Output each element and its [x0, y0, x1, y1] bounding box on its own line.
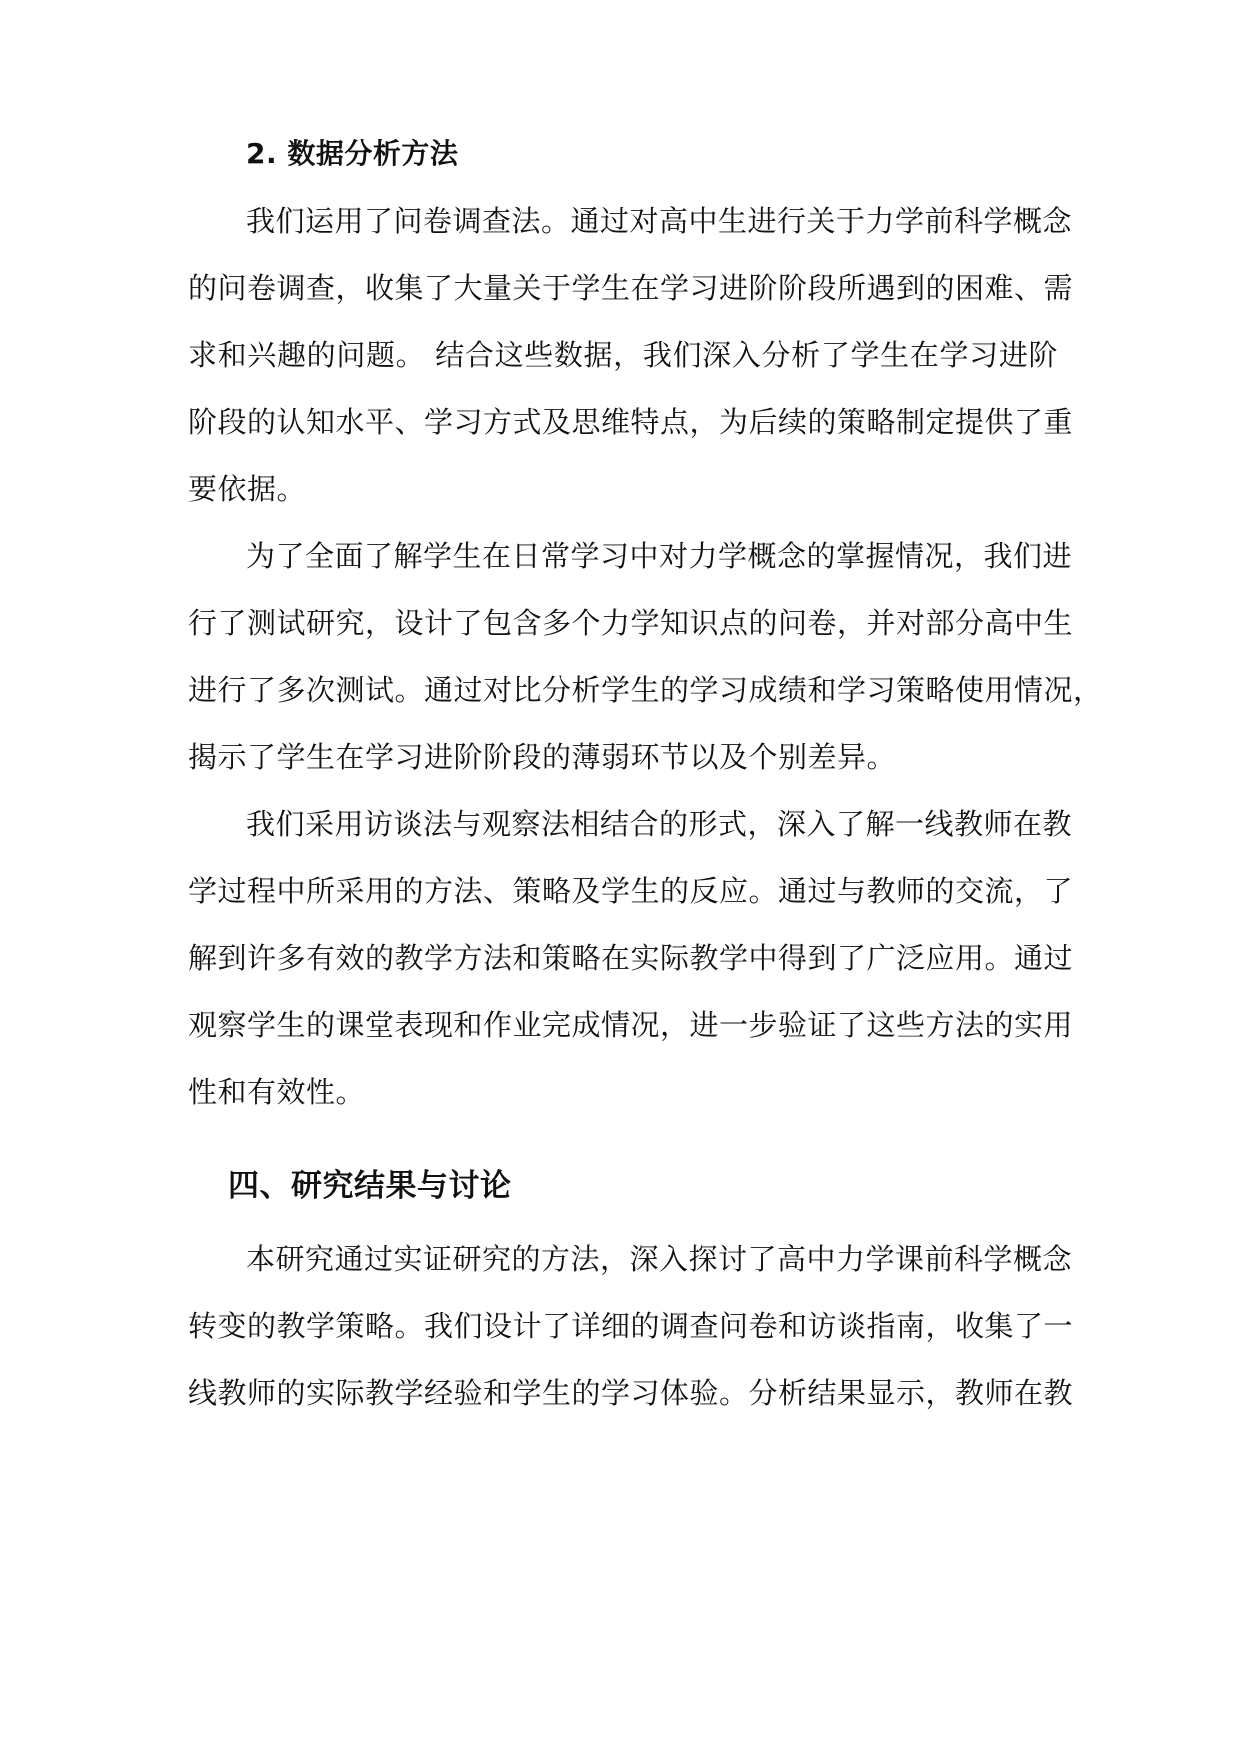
paragraph-line: 我们运用了问卷调查法。通过对高中生进行关于力学前科学概念	[246, 204, 1073, 238]
paragraph-line: 性和有效性。	[188, 1075, 366, 1109]
paragraph-line: 进行了多次测试。通过对比分析学生的学习成绩和学习策略使用情况，	[188, 673, 1103, 707]
paragraph-line: 行了测试研究，设计了包含多个力学知识点的问卷，并对部分高中生	[188, 606, 1074, 640]
paragraph-line: 线教师的实际教学经验和学生的学习体验。分析结果显示，教师在教	[188, 1376, 1074, 1410]
paragraph-line: 阶段的认知水平、学习方式及思维特点，为后续的策略制定提供了重	[188, 405, 1074, 439]
section-heading: 四、研究结果与讨论	[228, 1168, 512, 1204]
section-subheading: 2. 数据分析方法	[246, 137, 459, 170]
paragraph-line: 我们采用访谈法与观察法相结合的形式，深入了解一线教师在教	[246, 807, 1073, 841]
paragraph-line: 本研究通过实证研究的方法，深入探讨了高中力学课前科学概念	[246, 1242, 1073, 1276]
paragraph-line: 解到许多有效的教学方法和策略在实际教学中得到了广泛应用。通过	[188, 941, 1074, 975]
paragraph-line: 为了全面了解学生在日常学习中对力学概念的掌握情况，我们进	[246, 539, 1073, 573]
paragraph-line: 观察学生的课堂表现和作业完成情况，进一步验证了这些方法的实用	[188, 1008, 1074, 1042]
paragraph-line: 的问卷调查，收集了大量关于学生在学习进阶阶段所遇到的困难、需	[188, 271, 1074, 305]
paragraph-line: 学过程中所采用的方法、策略及学生的反应。通过与教师的交流，了	[188, 874, 1074, 908]
paragraph-line: 求和兴趣的问题。 结合这些数据，我们深入分析了学生在学习进阶	[188, 338, 1058, 372]
paragraph-line: 要依据。	[188, 472, 307, 506]
paragraph-line: 转变的教学策略。我们设计了详细的调查问卷和访谈指南，收集了一	[188, 1309, 1074, 1343]
paragraph-line: 揭示了学生在学习进阶阶段的薄弱环节以及个别差异。	[188, 740, 897, 774]
